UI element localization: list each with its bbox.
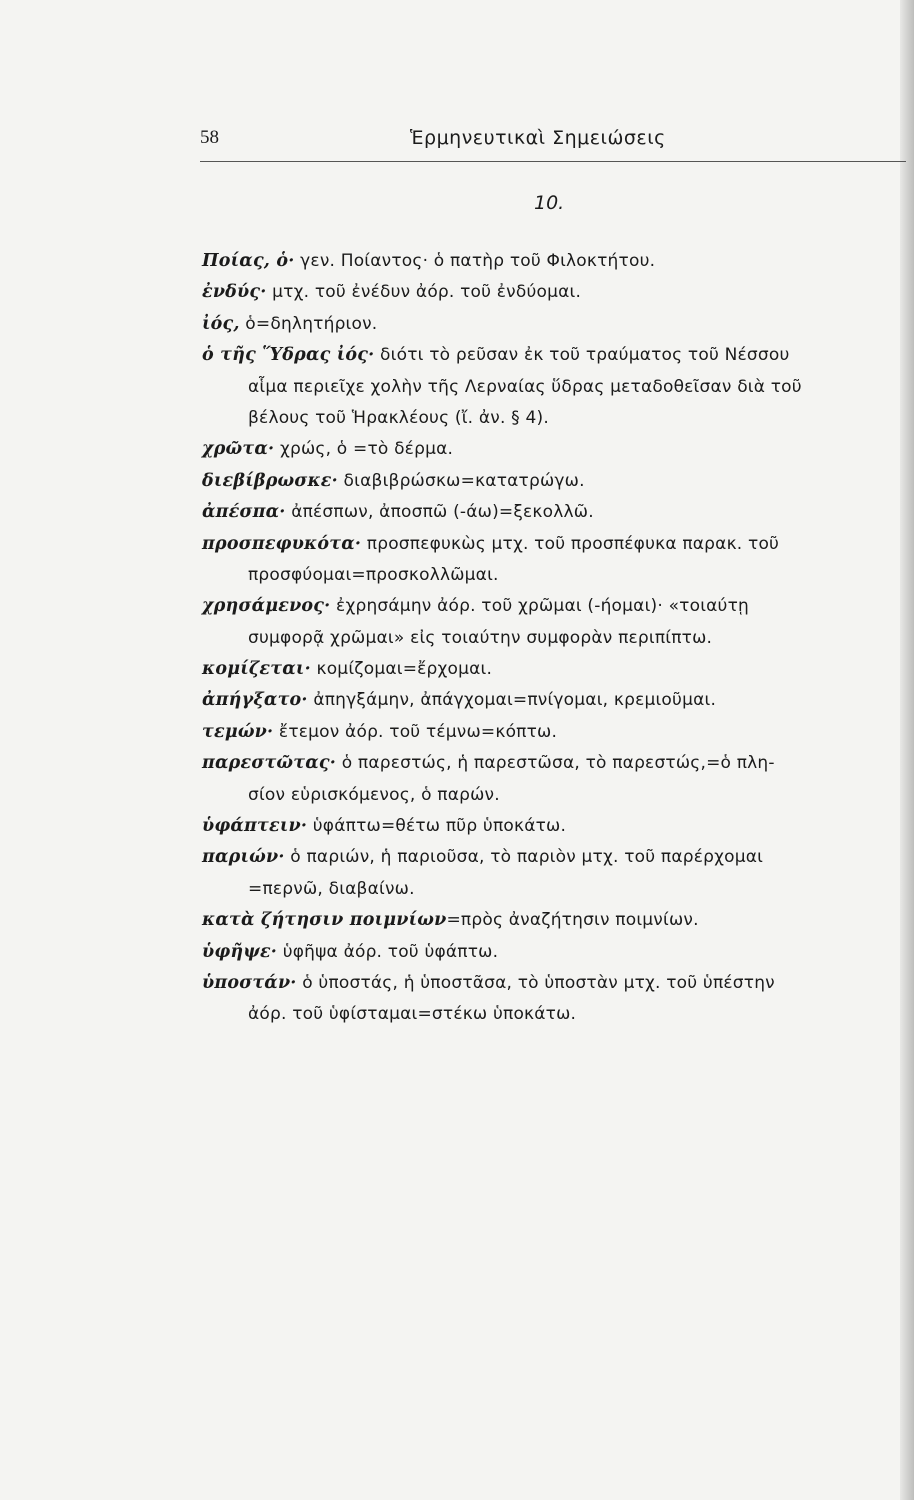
lemma: διεβίβρωσκε· [202, 470, 338, 491]
glossary-line [202, 937, 910, 968]
glossary-line [202, 434, 910, 465]
glossary-line-continuation [202, 403, 910, 434]
gloss-text: ὁ παριών, ἡ παριοῦσα, τὸ παριὸν μτχ. τοῦ παρέρχομαι [284, 847, 764, 868]
gloss-text: ἀόρ. τοῦ ὑφίσταμαι=στέκω ὑποκάτω. [248, 1004, 577, 1025]
lemma: παρεστῶτας· [202, 753, 337, 774]
page-header [200, 127, 906, 162]
lemma: Ποίας, ὁ· [202, 251, 295, 271]
glossary-line [202, 497, 910, 528]
gloss-text: ἔτεμον ἀόρ. τοῦ τέμνω=κόπτω. [273, 721, 558, 742]
gloss-text: γεν. Ποίαντος· ὁ πατὴρ τοῦ Φιλοκτήτου. [294, 251, 656, 271]
glossary-line [202, 748, 910, 779]
gloss-text: σίον εὑρισκόμενος, ὁ παρών. [248, 784, 500, 805]
gloss-text: διαβιβρώσκω=κατατρώγω. [337, 470, 585, 491]
gloss-text: =περνῶ, διαβαίνω. [248, 878, 415, 899]
glossary-line-continuation [202, 623, 910, 654]
glossary-line [202, 654, 910, 685]
glossary-line-continuation [202, 372, 910, 403]
gloss-text: ἀπέσπων, ἀποσπῶ (-άω)=ξεκολλῶ. [285, 502, 594, 523]
gloss-text: αἷμα περιεῖχε χολὴν τῆς Λερναίας ὕδρας μεταδοθεῖσαν διὰ τοῦ [248, 376, 802, 397]
lemma: ἐνδύς· [202, 282, 267, 303]
gloss-text: ὁ=δηλητήριον. [239, 313, 378, 334]
glossary-line-continuation [202, 874, 910, 905]
lemma: ἀπήγξατο· [202, 690, 308, 711]
glossary-entries [202, 246, 910, 1031]
glossary-line-continuation [202, 560, 910, 591]
glossary-line [202, 277, 910, 308]
gloss-text: χρώς, ὁ =τὸ δέρμα. [274, 439, 454, 460]
glossary-line [202, 529, 910, 560]
lemma: παριών· [202, 847, 285, 868]
gloss-text: ἀπηγξάμην, ἀπάγχομαι=πνίγομαι, κρεμιοῦμαι. [307, 690, 717, 711]
gloss-text: προσπεφυκὼς μτχ. τοῦ προσπέφυκα παρακ. τοῦ [361, 533, 780, 554]
glossary-line [202, 466, 910, 497]
glossary-line [202, 685, 910, 716]
gloss-text: κομίζομαι=ἔρχομαι. [310, 659, 493, 680]
gloss-text: ὁ ὑποστάς, ἡ ὑποστᾶσα, τὸ ὑποστὰν μτχ. τοῦ ὑπέστην [296, 972, 775, 993]
lemma: κομίζεται· [202, 659, 311, 680]
lemma: χρῶτα· [202, 439, 275, 460]
gloss-text: προσφύομαι=προσκολλῶμαι. [248, 564, 499, 585]
lemma: κατὰ ζήτησιν ποιμνίων [202, 910, 447, 931]
glossary-line [202, 905, 910, 936]
running-title: Ἑρμηνευτικαὶ Σημειώσεις [410, 127, 666, 149]
gloss-text: συμφορᾷ χρῶμαι» εἰς τοιαύτην συμφορὰν περιπίπτω. [248, 627, 713, 648]
section-number: 10. [534, 192, 565, 214]
glossary-line-continuation [202, 780, 910, 811]
glossary-line [202, 717, 910, 748]
gloss-text: ἐχρησάμην ἀόρ. τοῦ χρῶμαι (-ήομαι)· «τοιαύτῃ [330, 596, 750, 617]
glossary-line [202, 340, 910, 371]
lemma: ὑποστάν· [202, 972, 297, 993]
lemma: ὑφάπτειν· [202, 816, 308, 837]
glossary-line [202, 842, 910, 873]
lemma: προσπεφυκότα· [202, 533, 362, 554]
lemma: ἰός, [202, 313, 240, 334]
glossary-line-continuation [202, 999, 910, 1030]
gloss-text: ὑφάπτω=θέτω πῦρ ὑποκάτω. [307, 816, 567, 837]
gloss-text: διότι τὸ ρεῦσαν ἐκ τοῦ τραύματος τοῦ Νέσσου [374, 345, 790, 366]
page-number: 58 [200, 127, 219, 148]
glossary-line [202, 591, 910, 622]
gloss-text: ὁ παρεστώς, ἡ παρεστῶσα, τὸ παρεστώς,=ὁ πλη- [336, 753, 775, 774]
lemma: χρησάμενος· [202, 596, 331, 617]
gloss-text: μτχ. τοῦ ἐνέδυν ἀόρ. τοῦ ἐνδύομαι. [266, 282, 582, 303]
glossary-line [202, 246, 910, 277]
glossary-line [202, 309, 910, 340]
gloss-text: ὑφῆψα ἀόρ. τοῦ ὑφάπτω. [277, 941, 499, 962]
lemma: τεμών· [202, 721, 274, 742]
gloss-text: βέλους τοῦ Ἡρακλέους (ἴ. ἀν. § 4). [248, 407, 549, 428]
gloss-text: =πρὸς ἀναζήτησιν ποιμνίων. [446, 910, 699, 931]
glossary-line [202, 811, 910, 842]
lemma: ἀπέσπα· [202, 502, 286, 523]
lemma: ὑφῆψε· [202, 941, 278, 962]
glossary-line [202, 968, 910, 999]
lemma: ὁ τῆς Ὕδρας ἰός· [202, 345, 375, 366]
